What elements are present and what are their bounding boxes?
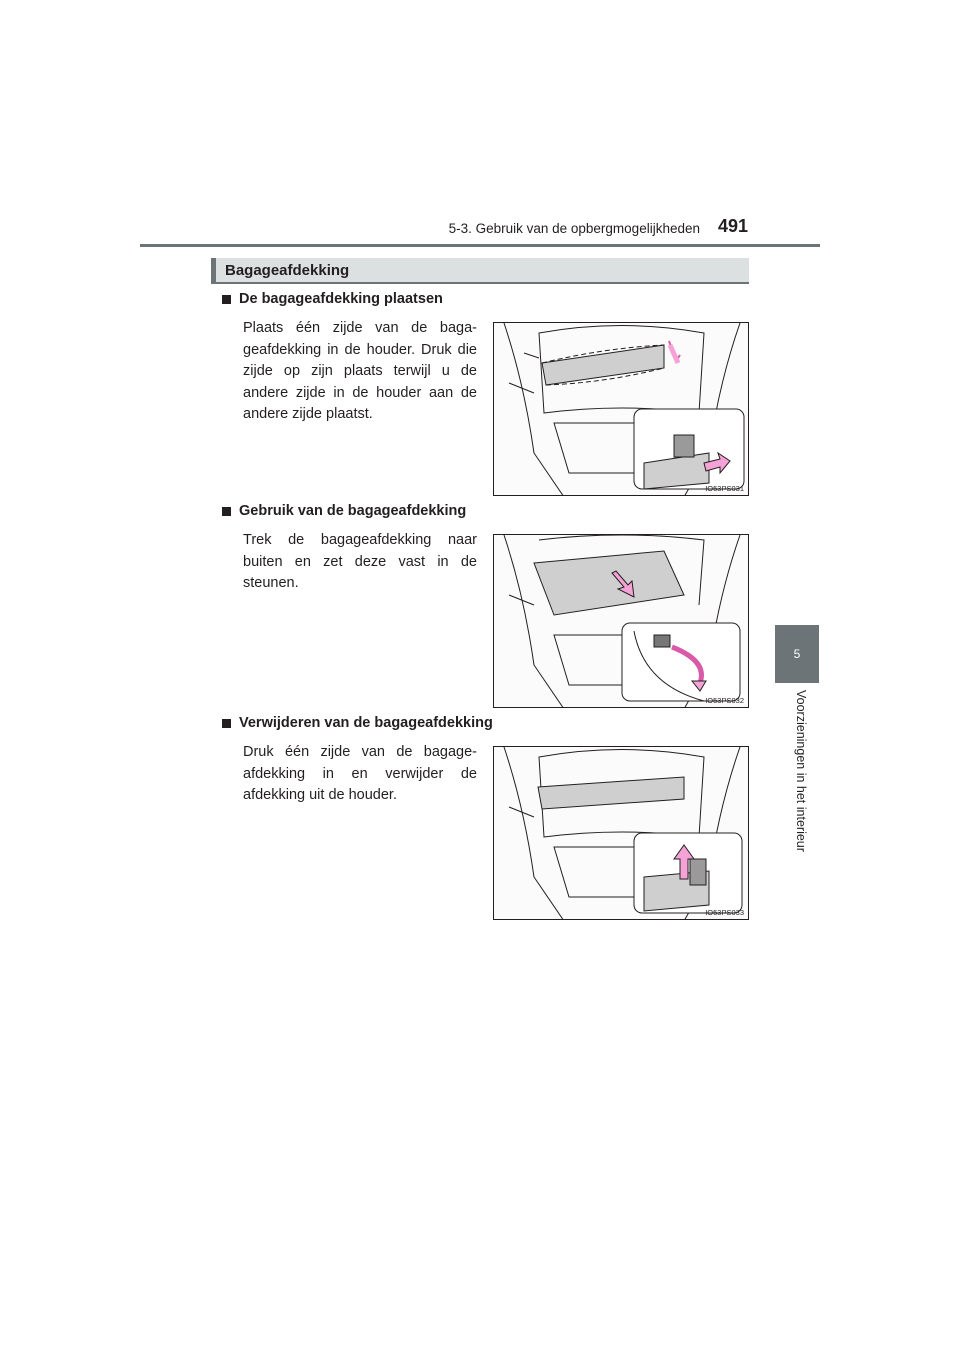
subsection-text-remove: Druk één zijde van de bagage-afdekking in en verwijder de afdekking uit de houder.: [243, 744, 477, 803]
figure-install: [493, 322, 749, 496]
subsection-text-use: Trek de bagageafdekking naar buiten en zet deze vast in de steunen.: [243, 532, 477, 591]
subsection-heading-text: De bagageafdekking plaatsen: [239, 291, 443, 307]
figure-use: [493, 534, 749, 708]
subsection-text-install: Plaats één zijde van de baga-geafdekking in de houder. Druk die zijde op zijn plaats terwijl u de andere zijde in de houder aan de andere zijde plaatst.: [243, 320, 477, 422]
figure-code: IO53PS033: [705, 908, 744, 917]
section-accent: [211, 258, 216, 282]
subsection-heading-text: Gebruik van de bagageafdekking: [239, 503, 467, 519]
page-number: 491: [717, 216, 748, 236]
trunk-illustration: [494, 323, 749, 496]
section-title: Bagageafdekking: [225, 262, 350, 279]
trunk-illustration: [494, 535, 749, 708]
subsection-heading-use: [222, 503, 466, 519]
chapter-tab[interactable]: [775, 625, 819, 683]
square-bullet-icon: [222, 507, 231, 516]
header-rule: [140, 244, 820, 247]
figure-code: IO53PS031: [705, 484, 744, 493]
figure-remove: [493, 746, 749, 920]
subsection-heading-remove: [222, 715, 493, 731]
square-bullet-icon: [222, 719, 231, 728]
trunk-illustration: [494, 747, 749, 920]
subsection-heading-text: Verwijderen van de bagageafdekking: [239, 715, 493, 731]
subsection-heading-install: [222, 291, 443, 307]
section-title-bar: [211, 258, 749, 284]
chapter-number: 5: [793, 647, 801, 661]
running-header-title: 5-3. Gebruik van de opbergmogelijkheden: [448, 221, 700, 236]
square-bullet-icon: [222, 295, 231, 304]
figure-code: IO53PS032: [705, 696, 744, 705]
chapter-label: Voorzieningen in het interieur: [794, 690, 808, 852]
